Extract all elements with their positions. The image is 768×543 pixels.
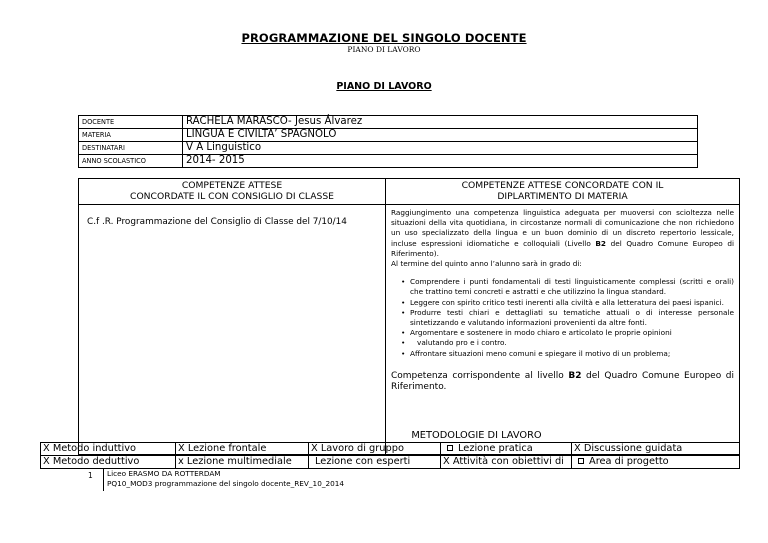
method-cell: X Metodo deduttivo <box>41 456 176 469</box>
document-title: PROGRAMMAZIONE DEL SINGOLO DOCENTE <box>241 31 527 45</box>
left-header-line-1: COMPETENZE ATTESE <box>181 180 283 191</box>
info-table <box>78 115 698 168</box>
info-row-materia <box>79 129 698 142</box>
info-key: DESTINATARI <box>79 142 183 155</box>
method-cell <box>441 443 572 456</box>
document-subtitle: PIANO DI LAVORO <box>347 45 421 54</box>
method-cell: X Metodo induttivo <box>41 443 176 456</box>
info-value: V A Linguistico <box>183 142 698 155</box>
info-value: RACHELA MARASCO- Jesus Álvarez <box>183 116 698 129</box>
info-row-anno <box>79 155 698 168</box>
final-text-a: Competenza corrispondente al livello <box>391 370 569 381</box>
right-header-line-2: DIPLARTIMENTO DI MATERIA <box>497 191 628 202</box>
page-number: 1 <box>88 471 93 480</box>
footer-document-code: PQ10_MOD3 programmazione del singolo docente_REV_10_2014 <box>107 478 345 488</box>
right-column-header <box>386 179 740 205</box>
method-cell: X Discussione guidata <box>572 443 740 456</box>
metodologie-table <box>40 430 740 469</box>
checkbox-icon <box>578 458 584 464</box>
info-row-destinatari <box>79 142 698 155</box>
footer <box>103 469 344 491</box>
info-key: MATERIA <box>79 129 183 142</box>
info-key: ANNO SCOLASTICO <box>79 155 183 168</box>
method-cell: Lezione con esperti <box>309 456 441 469</box>
left-header-line-2: CONCORDATE IL CON CONSIGLIO DI CLASSE <box>130 191 334 202</box>
method-cell <box>572 456 740 469</box>
metodologie-title: METODOLOGIE DI LAVORO <box>41 430 740 443</box>
right-header-line-1: COMPETENZE ATTESE CONCORDATE CON IL <box>461 180 664 191</box>
metodologie-row-2 <box>41 456 740 469</box>
right-column-body <box>386 205 740 455</box>
consiglio-reference: C.f .R. Programmazione del Consiglio di Classe del 7/10/14 <box>87 217 347 227</box>
list-item: • Comprendere i punti fondamentali di testi linguisticamente complessi (scritti e orali) che trattino temi concreti e astratti e che utilizzino la lingua standard. <box>403 277 734 297</box>
list-item: • Leggere con spirito critico testi inerenti alla civiltà e alla letteratura dei paesi ispanici. <box>403 298 734 308</box>
section-title: PIANO DI LAVORO <box>336 81 432 92</box>
left-column-header <box>79 179 386 205</box>
list-item: • Argomentare e sostenere in modo chiaro e articolato le proprie opinioni <box>403 328 734 338</box>
method-cell: X Lezione frontale <box>176 443 309 456</box>
intro-text-a: Raggiungimento una competenza linguistica adeguata per muoversi con scioltezza nelle situazioni della vita quotidiana, in circostanze normali di comunicazione che non richiedono un uso specializzato della lingua e un buon dominio di un discreto repertorio lessicale, incluse espressioni idiomatiche e colloquiali (Livello <box>391 208 734 248</box>
continuation-text: valutando pro e i contro. <box>417 338 507 348</box>
intro-text-b: del Quadro Comune Europeo di Riferimento). <box>391 238 735 258</box>
intro-paragraph <box>391 208 734 259</box>
method-label: Lezione pratica <box>458 443 533 454</box>
list-item-continuation <box>403 338 734 348</box>
info-value: 2014- 2015 <box>183 155 698 168</box>
method-cell: X Lavoro di gruppo <box>309 443 441 456</box>
list-item: • Affrontare situazioni meno comuni e spiegare il motivo di un problema; <box>403 349 734 359</box>
final-paragraph <box>391 371 734 394</box>
info-key: DOCENTE <box>79 116 183 129</box>
method-label: Area di progetto <box>589 456 669 467</box>
footer-school: Liceo ERASMO DA ROTTERDAM <box>107 469 221 478</box>
intro-closing: Al termine del quinto anno l’alunno sarà in grado di: <box>391 259 582 269</box>
metodologie-row-1 <box>41 443 740 456</box>
final-text-b: del Quadro Comune Europeo di Riferimento. <box>391 370 734 393</box>
competence-list <box>391 277 734 359</box>
info-value: LINGUA E CIVILTA’ SPAGNOLO <box>183 129 698 142</box>
info-row-docente <box>79 116 698 129</box>
checkbox-icon <box>447 445 453 451</box>
list-item: • Produrre testi chiari e dettagliati su tematiche attuali o di interesse personale sintetizzando e valutando informazioni provenienti da altre fonti. <box>403 308 734 328</box>
left-column-body <box>79 205 386 455</box>
final-level: B2 <box>568 370 582 381</box>
method-cell: X Attività con obiettivi di <box>441 456 572 469</box>
competenze-table <box>78 178 740 455</box>
method-cell: x Lezione multimediale <box>176 456 309 469</box>
intro-level: B2 <box>595 238 607 248</box>
